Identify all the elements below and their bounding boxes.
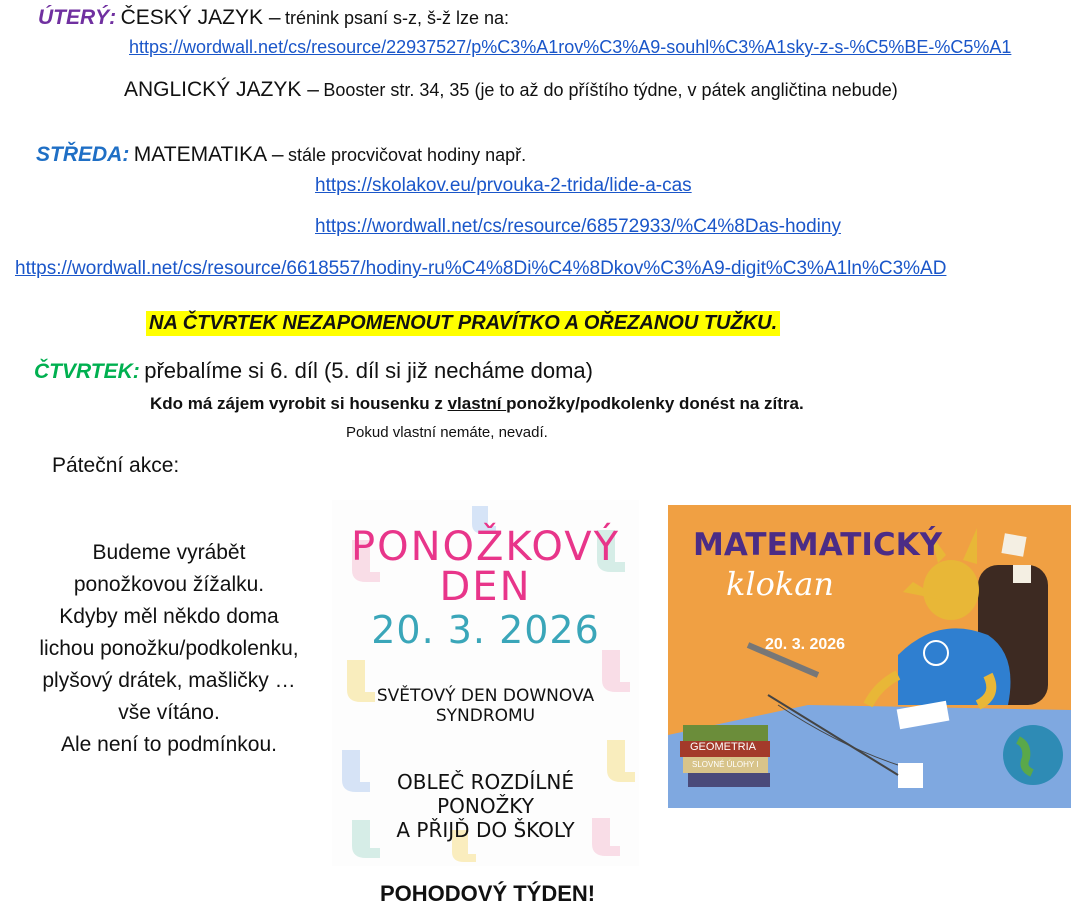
klokan-book-1: GEOMETRIA [690,741,757,753]
english-line [124,78,898,102]
friday-line: ponožkovou žížalku. [73,573,265,596]
footer-text: POHODOVÝ TÝDEN! [380,881,596,906]
link-skolakov[interactable]: https://skolakov.eu/prvouka-2-trida/lide-a-cas [315,175,692,196]
friday-line: lichou ponožku/podkolenku, [39,637,299,660]
day-label-wednesday: STŘEDA: [36,143,130,166]
friday-line: vše vítáno. [118,701,220,724]
link-wordwall-cas[interactable]: https://wordwall.net/cs/resource/68572933/%C4%8Das-hodiny [315,216,841,237]
thursday-line [34,358,593,384]
task-czech: trénink psaní s-z, š-ž lze na: [284,8,510,28]
socks-title-2: DEN [439,564,532,610]
klokan-title-2: klokan [726,565,834,603]
socks-date: 20. 3. 2026 [371,608,600,652]
thursday-note-underlined: vlastní [447,394,507,413]
friday-line: Kdyby měl někdo doma [59,605,279,628]
wednesday-line [36,143,526,167]
friday-text [10,537,328,761]
task-math: stále procvičovat hodiny např. [288,145,527,165]
friday-line: Budeme vyrábět [92,541,246,564]
link-wordwall-szsz[interactable]: https://wordwall.net/cs/resource/22937527/p%C3%A1rov%C3%A9-souhl%C3%A1sky-z-s-%C5%BE-%C5%A1 [129,37,1012,57]
thursday-note2: Pokud vlastní nemáte, nevadí. [346,424,548,441]
friday-line: plyšový drátek, mašličky … [42,669,296,692]
subject-math: MATEMATIKA – [133,143,284,166]
thursday-note-start: Kdo má zájem vyrobit si housenku z [150,394,448,413]
task-english: Booster str. 34, 35 (je to až do příštího týdne, v pátek angličtina nebude) [323,80,898,100]
friday-label: Páteční akce: [52,454,180,477]
tuesday-line [38,6,509,30]
socks-line-1: SVĚTOVÝ DEN DOWNOVA [376,686,595,706]
thursday-text: přebalíme si 6. díl (5. díl si již necháme doma) [144,358,593,383]
thursday-note [150,394,804,414]
day-label-thursday: ČTVRTEK: [34,360,140,383]
socks-line-5: A PŘIJĎ DO ŠKOLY [396,818,575,842]
socks-day-poster [332,500,639,866]
klokan-title-1: MATEMATICKÝ [693,527,943,563]
thursday-note-end: ponožky/podkolenky donést na zítra. [506,394,804,413]
math-kangaroo-poster [668,505,1071,808]
socks-title-1: PONOŽKOVÝ [350,524,621,570]
day-label-tuesday: ÚTERÝ: [38,6,117,29]
friday-line: Ale není to podmínkou. [61,733,277,756]
subject-czech: ČESKÝ JAZYK – [120,6,281,29]
klokan-date: 20. 3. 2026 [765,636,846,653]
socks-line-2: SYNDROMU [435,706,536,726]
link-wordwall-hodiny[interactable]: https://wordwall.net/cs/resource/6618557/hodiny-ru%C4%8Di%C4%8Dkov%C3%A9-digit%C3%A1ln%C3%AD [15,258,947,279]
reminder-banner: NA ČTVRTEK NEZAPOMENOUT PRAVÍTKO A OŘEZANOU TUŽKU. [146,311,780,336]
socks-line-3: OBLEČ ROZDÍLNÉ [397,770,574,794]
socks-line-4: PONOŽKY [437,794,534,818]
subject-english: ANGLICKÝ JAZYK – [124,78,319,101]
klokan-book-2: SLOVNÉ ÚLOHY I [692,760,759,769]
